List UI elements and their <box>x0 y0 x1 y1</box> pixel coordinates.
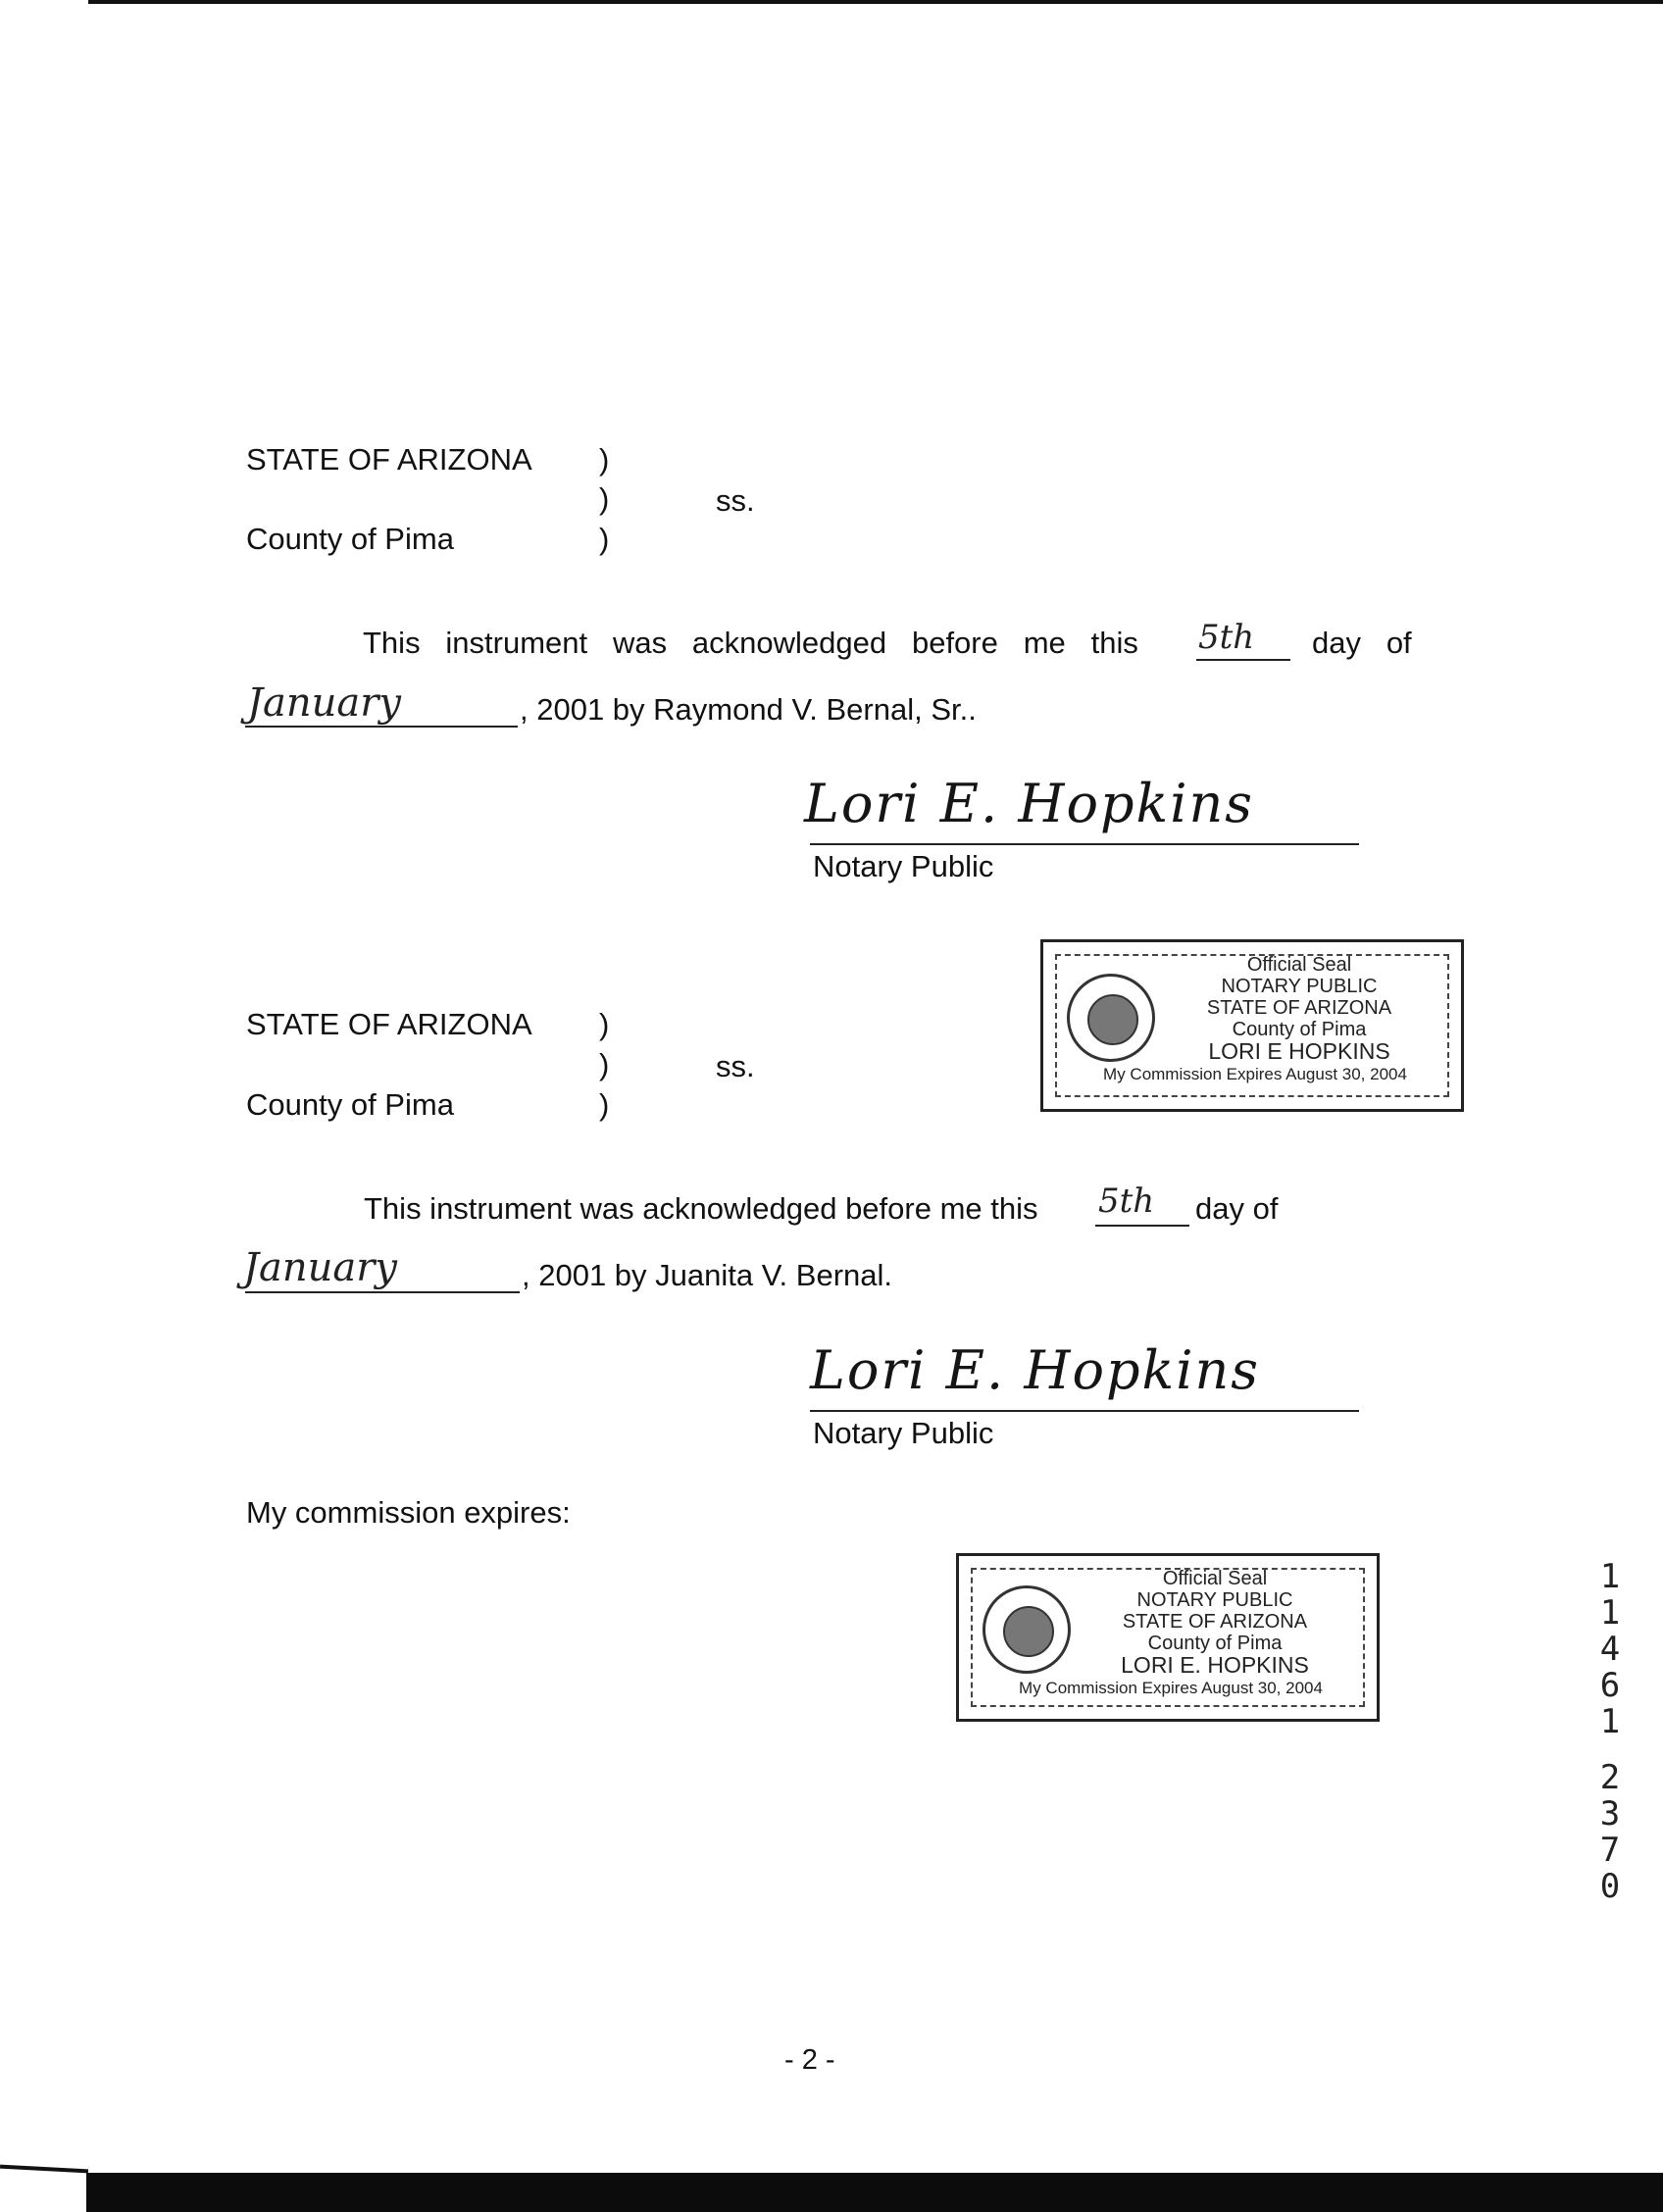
acknowledgment-text-1: This instrument was acknowledged before me this <box>363 626 1138 660</box>
notary-public-label-1: Notary Public <box>813 849 994 883</box>
arizona-seal-emblem-icon <box>983 1585 1071 1674</box>
month-blank-2 <box>245 1291 520 1293</box>
paren-1c: ) <box>599 522 610 556</box>
seal-state: STATE OF ARIZONA <box>1122 1611 1308 1633</box>
month-blank-1 <box>245 726 518 728</box>
scan-top-edge <box>88 0 1663 4</box>
paren-1a: ) <box>599 442 610 477</box>
paren-2c: ) <box>599 1087 610 1122</box>
day-handwritten-1: 5th <box>1198 618 1255 657</box>
acknowledgment-rest-2: , 2001 by Juanita V. Bernal. <box>522 1258 893 1292</box>
seal-official: Official Seal <box>1162 1568 1268 1589</box>
commission-expires-label: My commission expires: <box>246 1495 571 1530</box>
notary-seal-2 <box>956 1553 1380 1722</box>
day-blank-1 <box>1196 659 1290 661</box>
notary-public-label-2: Notary Public <box>813 1416 994 1450</box>
ss-label-1: ss. <box>716 483 755 518</box>
ss-label-2: ss. <box>716 1049 755 1083</box>
notary-signature-2: Lori E. Hopkins <box>810 1339 1261 1401</box>
month-handwritten-1: January <box>247 680 401 726</box>
scan-bottom-mark <box>0 2165 88 2174</box>
seal-notary-public: NOTARY PUBLIC <box>1136 1589 1293 1611</box>
paren-1b: ) <box>599 481 610 516</box>
day-blank-2 <box>1095 1225 1189 1227</box>
notary-signature-1: Lori E. Hopkins <box>804 773 1255 834</box>
seal-notary-public: NOTARY PUBLIC <box>1221 976 1378 997</box>
notary-seal-1 <box>1040 939 1464 1112</box>
county-label-2: County of Pima <box>246 1087 454 1122</box>
page-number: - 2 - <box>784 2044 835 2076</box>
signature-line-2 <box>810 1410 1359 1412</box>
recording-number: 1 1 4 6 1 2 3 7 0 <box>1599 1557 1621 1906</box>
seal-expiration: My Commission Expires August 30, 2004 <box>1103 1065 1407 1083</box>
paren-2b: ) <box>599 1047 610 1081</box>
day-of-label-1: day of <box>1312 626 1412 660</box>
seal-state: STATE OF ARIZONA <box>1206 997 1392 1019</box>
seal-name: LORI E HOPKINS <box>1208 1038 1390 1064</box>
day-handwritten-2: 5th <box>1098 1181 1155 1221</box>
seal-official: Official Seal <box>1246 954 1352 976</box>
seal-expiration: My Commission Expires August 30, 2004 <box>1019 1679 1323 1697</box>
county-label-1: County of Pima <box>246 522 454 556</box>
day-of-label-2: day of <box>1195 1191 1279 1226</box>
seal-name: LORI E. HOPKINS <box>1121 1652 1309 1678</box>
paren-2a: ) <box>599 1007 610 1041</box>
month-handwritten-2: January <box>243 1245 397 1290</box>
acknowledgment-rest-1: , 2001 by Raymond V. Bernal, Sr.. <box>520 692 977 727</box>
arizona-seal-emblem-icon <box>1067 974 1155 1062</box>
state-label-1: STATE OF ARIZONA <box>246 442 532 477</box>
acknowledgment-text-2: This instrument was acknowledged before me this <box>364 1191 1038 1226</box>
seal-county: County of Pima <box>1147 1633 1283 1654</box>
signature-line-1 <box>810 843 1359 845</box>
scan-bottom-edge <box>86 2173 1663 2212</box>
state-label-2: STATE OF ARIZONA <box>246 1007 532 1041</box>
seal-county: County of Pima <box>1232 1019 1367 1040</box>
